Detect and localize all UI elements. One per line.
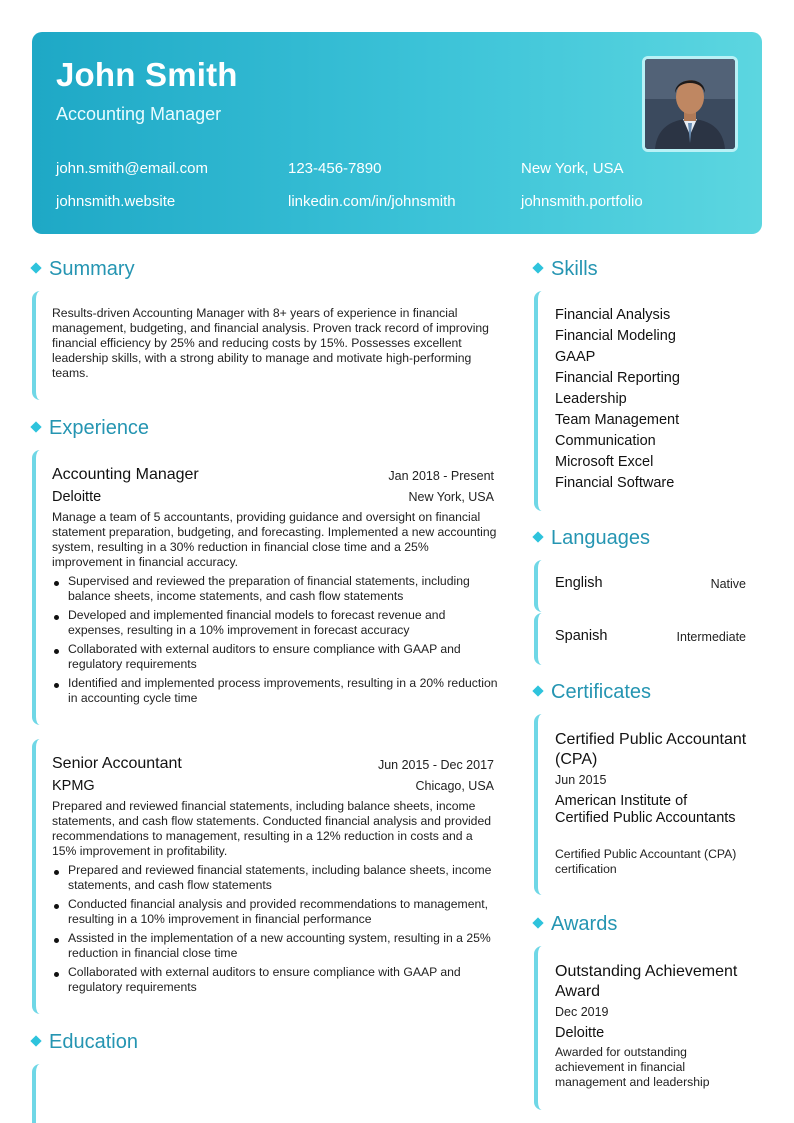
skill-item: Financial Modeling [555,328,676,344]
awards-heading: Awards [534,913,617,936]
skill-item: Leadership [555,391,627,407]
job-description: Manage a team of 5 accountants, providing guidance and oversight on financial statement preparation, budgeting, and forecasting. Implemented a new accounting system, resulting in a 30% reduction in financial close time and a 25% improvement in financial accuracy. [52,510,497,569]
list-item: Conducted financial analysis and provided recommendations to management, resulting in a 10% improvement in financial performance [52,897,498,927]
skills-list [555,305,680,494]
contact-location: New York, USA [521,160,624,177]
job-company: Deloitte [52,489,102,505]
job-title: Accounting Manager [52,466,199,483]
award-description: Awarded for outstanding achievement in financial management and leadership [555,1045,710,1089]
diamond-bullet-icon [532,262,543,273]
candidate-role: Accounting Manager [56,104,222,124]
certificate-issuer: American Institute of Certified Public Accountants [555,793,736,826]
language-level: Intermediate [676,630,746,644]
skills-heading: Skills [534,258,598,281]
person-avatar-icon [645,59,735,149]
contact-phone[interactable]: 123-456-7890 [288,160,382,177]
education-heading: Education [32,1031,138,1054]
certificates-rule [534,714,544,895]
list-item: Assisted in the implementation of a new accounting system, resulting in a 25% reduction in financial close time [52,931,498,961]
job-dates: Jan 2018 - Present [388,469,494,483]
skill-item: GAAP [555,349,596,365]
list-item: Developed and implemented financial models to forecast revenue and expenses, resulting in a 10% improvement in forecast accuracy [52,608,498,638]
education-rule [32,1064,42,1123]
language-name: English [555,575,603,591]
job-bullets [52,574,498,710]
contact-linkedin[interactable]: linkedin.com/in/johnsmith [288,193,456,210]
job-bullets [52,863,498,999]
job-location: Chicago, USA [415,779,494,793]
candidate-name: John Smith [56,56,238,93]
list-item: Prepared and reviewed financial statements, including balance sheets, income statements, and cash flow statements [52,863,498,893]
summary-rule [32,291,42,400]
summary-heading: Summary [32,258,135,281]
list-item: Supervised and reviewed the preparation of financial statements, including balance sheets, income statements, and cash flow statements [52,574,498,604]
contact-email[interactable]: john.smith@email.com [56,160,208,177]
certificates-heading: Certificates [534,681,651,704]
contact-portfolio[interactable]: johnsmith.portfolio [521,193,643,210]
certificate-description: Certified Public Accountant (CPA) certification [555,847,737,876]
diamond-bullet-icon [30,262,41,273]
job-location: New York, USA [408,490,494,504]
award-date: Dec 2019 [555,1005,609,1019]
job-description: Prepared and reviewed financial statements, including balance sheets, income statements, and cash flow statements. Conducted financial analysis and provided recommendations to management, resulting in a 12% reduction in costs and a 15% improvement in profitability. [52,799,491,858]
diamond-bullet-icon [30,421,41,432]
job-company: KPMG [52,778,95,794]
profile-photo [642,56,738,152]
contact-website[interactable]: johnsmith.website [56,193,176,210]
skill-item: Team Management [555,412,680,428]
job-title: Senior Accountant [52,755,182,772]
job-rule [32,450,42,725]
language-name: Spanish [555,628,608,644]
language-level: Native [710,577,746,591]
skill-item: Communication [555,433,656,449]
job-dates: Jun 2015 - Dec 2017 [377,758,494,772]
resume-header [32,32,762,234]
skill-item: Financial Reporting [555,370,680,386]
diamond-bullet-icon [532,685,543,696]
award-issuer: Deloitte [555,1025,605,1041]
language-row [534,613,746,665]
list-item: Identified and implemented process improvements, resulting in a 20% reduction in accounting cycle time [52,676,498,706]
skill-item: Financial Software [555,475,675,491]
diamond-bullet-icon [532,917,543,928]
certificate-date: Jun 2015 [555,773,607,787]
diamond-bullet-icon [30,1035,41,1046]
list-item: Collaborated with external auditors to ensure compliance with GAAP and regulatory requirements [52,965,498,995]
experience-heading: Experience [32,417,149,440]
job-rule [32,739,42,1014]
skill-item: Microsoft Excel [555,454,654,470]
awards-rule [534,946,544,1110]
skill-item: Financial Analysis [555,307,671,323]
certificate-title: Certified Public Accountant (CPA) [555,731,747,768]
languages-heading: Languages [534,527,650,550]
diamond-bullet-icon [532,531,543,542]
language-row [534,560,746,612]
skills-rule [534,291,544,511]
list-item: Collaborated with external auditors to ensure compliance with GAAP and regulatory requirements [52,642,498,672]
award-title: Outstanding Achievement Award [555,963,738,1000]
summary-text: Results-driven Accounting Manager with 8+ years of experience in financial management, budgeting, and financial analysis. Proven track record of improving financial efficiency by 25% and reducing costs by 15%. Possesses excellent leadership skills, with a strong ability to manage and motivate high-performing teams. [52,306,489,380]
